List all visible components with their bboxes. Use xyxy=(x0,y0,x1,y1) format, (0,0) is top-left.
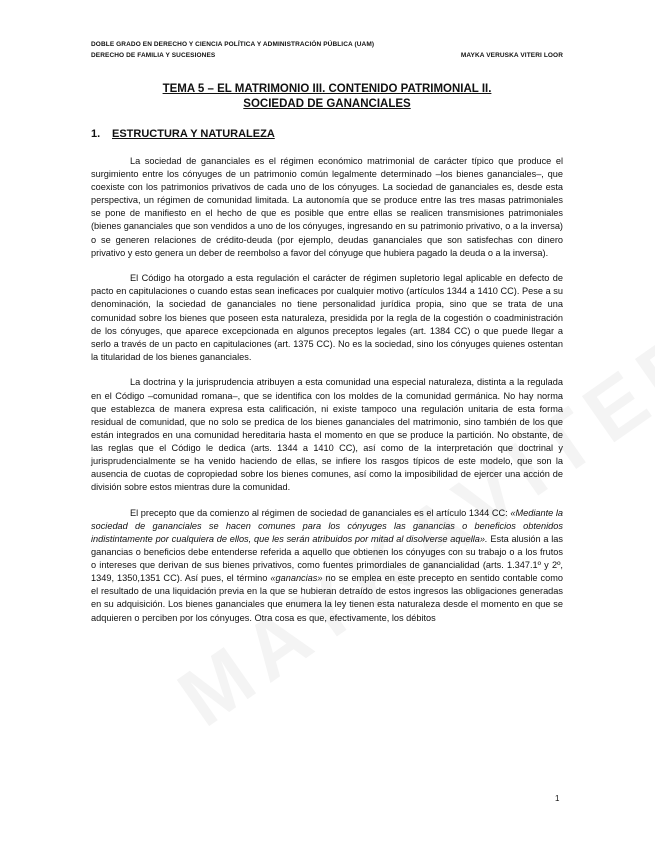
section-number: 1. xyxy=(91,128,101,140)
page-header xyxy=(91,39,563,61)
page-number: 1 xyxy=(555,794,560,803)
title-line-2: SOCIEDAD DE GANANCIALES xyxy=(243,98,411,110)
document-body xyxy=(91,155,563,637)
article-quote: «Mediante la sociedad de gananciales se hacen comunes para los cónyuges las ganancias o beneficios obtenidos indistintamente por cualquiera de ellos, que les serán atribuidos por mitad al disolverse aquella». xyxy=(91,507,564,544)
header-course: DERECHO DE FAMILIA Y SUCESIONES xyxy=(91,52,216,59)
header-program: DOBLE GRADO EN DERECHO Y CIENCIA POLÍTICA Y ADMINISTRACIÓN PÚBLICA (UAM) xyxy=(91,41,375,48)
paragraph-4 xyxy=(91,507,563,625)
title-line-1: TEMA 5 – EL MATRIMONIO III. CONTENIDO PATRIMONIAL II. xyxy=(162,83,492,95)
paragraph-4-body: Esta alusión a las ganancias o beneficios debe entenderse referida a aquello que obtienen los cónyuges con su trabajo o a los frutos o intereses que derivan de sus bienes privativos, como fuentes primordiales de ganancialidad (arts. 1.347.1º y 2º, 1349, 1350,1351 CC). Así pues, el término xyxy=(91,533,563,584)
section-title: ESTRUCTURA Y NATURALEZA xyxy=(112,128,275,140)
paragraph-4-end: no se emplea en este precepto en sentido contable como el resultado de una liquidación previa en la que se hubieran detraído de estos ingresos las obligaciones generadas en su adquisición. Los bienes gananciales que enumera la ley tienen esta naturaleza desde el momento en que se adquieren o perciben por los cónyuges. Otra cosa es que, efectivamente, los débitos xyxy=(91,573,564,623)
header-author: MAYKA VERUSKA VITERI LOOR xyxy=(460,52,563,59)
paragraph-3: La doctrina y la jurisprudencia atribuyen a esta comunidad una especial naturaleza, distinta a la regulada en el Código –comunidad romana–, que se identifica con los moldes de la comunidad germánica. No hay norma que establezca de manera expresa esta calificación, ni existe tampoco una regulación unitaria de esta forma residual de comunidad, que no solo se predica de los bienes gananciales del matrimonio, sino también de los que están integrados en una comunidad hereditaria hasta el momento en que se produce la partición. No obstante, de las reglas que el Código le dedica (arts. 1344 a 1410 CC), así como de la interpretación que doctrinal y jurisprudencialmente se ha venido haciendo de ellas, se infiere los rasgos típicos de este modelo, que son la ausencia de cuotas de copropiedad sobre los bienes comunes, así como la imposibilidad de ejercer una acción de división sobre estos mientras dure la comunidad. xyxy=(91,377,563,493)
section-heading xyxy=(91,128,563,140)
paragraph-2: El Código ha otorgado a esta regulación el carácter de régimen supletorio legal aplicable en defecto de pacto en capitulaciones o cuando estas sean ineficaces por cualquier motivo (artículos 1344 a 1410 CC). Pese a su denominación, la sociedad de gananciales no tiene personalidad jurídica propia, sino que se trata de una comunidad sobre los bienes que poseen esta naturaleza, presidida por la regla de la cogestión o coadministración de los cónyuges, que aparece excepcionada en algunos preceptos legales (art. 1384 CC) o que puede llegar a serlo a través de un pacto en capitulaciones (art. 1375 CC). No es la sociedad, sino los cónyuges quienes ostentan la titularidad de los bienes gananciales. xyxy=(91,273,563,362)
document-title xyxy=(91,82,563,112)
paragraph-4-intro: El precepto que da comienzo al régimen de sociedad de gananciales es el artículo 1344 CC: xyxy=(130,507,508,518)
term-ganancias: «ganancias» xyxy=(270,573,323,584)
paragraph-1: La sociedad de gananciales es el régimen económico matrimonial de carácter típico que produce el surgimiento entre los cónyuges de un patrimonio común legalmente determinado –los bienes gananciales–, que coexiste con los patrimonios privativos de cada uno de los cónyuges. La sociedad de gananciales es, desde esta perspectiva, un régimen de comunidad limitada. La autonomía que se produce entre las tres masas patrimoniales se pone de manifiesto en el hecho de que es posible que entre ellas se realicen transmisiones patrimoniales (bienes gananciales que son vendidos a uno de los cónyuges, ingresando en su patrimonio privativo, o a la inversa) o se generen relaciones de crédito-deuda (por ejemplo, deudas gananciales que son satisfechas con dinero privativo y esto genera un deber de reembolso a favor del cónyuge que hubiera pagado la deuda o a la inversa). xyxy=(91,156,563,258)
